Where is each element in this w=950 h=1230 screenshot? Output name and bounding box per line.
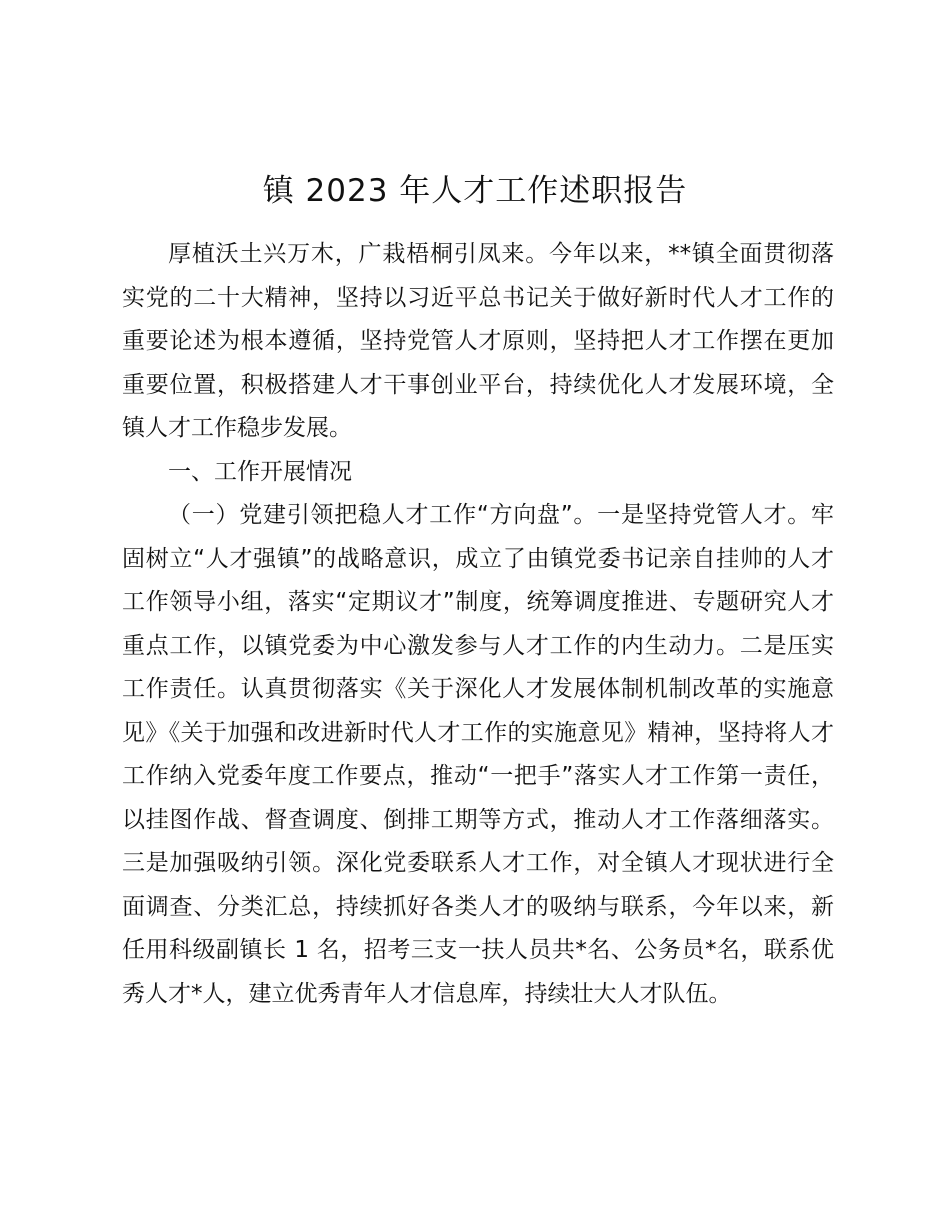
section-paragraph: （一）党建引领把稳人才工作“方向盘”。一是坚持党管人才。牢固树立“人才强镇”的战略意识，成立了由镇党委书记亲自挂帅的人才工作领导小组，落实“定期议才”制度，统筹调度推进、专题研究人才重点工作，以镇党委为中心激发参与人才工作的内生动力。二是压实工作责任。认真贯彻落实《关于深化人才发展体制机制改革的实施意见》《关于加强和改进新时代人才工作的实施意见》精神，坚持将人才工作纳入党委年度工作要点，推动“一把手”落实人才工作第一责任，以挂图作战、督查调度、倒排工期等方式，推动人才工作落细落实。三是加强吸纳引领。深化党委联系人才工作，对全镇人才现状进行全面调查、分类汇总，持续抓好各类人才的吸纳与联系，今年以来，新任用科级副镇长 1 名，招考三支一扶人员共*名、公务员*名，联系优秀人才*人，建立优秀青年人才信息库，持续壮大人才队伍。 [122,502,834,1007]
document-body [122,233,834,1016]
section-heading: 一、工作开展情况 [168,458,352,485]
intro-paragraph: 厚植沃土兴万木，广栽梧桐引凤来。今年以来，**镇全面贯彻落实党的二十大精神，坚持以习近平总书记关于做好新时代人才工作的重要论述为根本遵循，坚持党管人才原则，坚持把人才工作摆在更加重要位置，积极搭建人才干事创业平台，持续优化人才发展环境，全镇人才工作稳步发展。 [122,241,834,441]
document-title: 镇 2023 年人才工作述职报告 [262,173,688,209]
